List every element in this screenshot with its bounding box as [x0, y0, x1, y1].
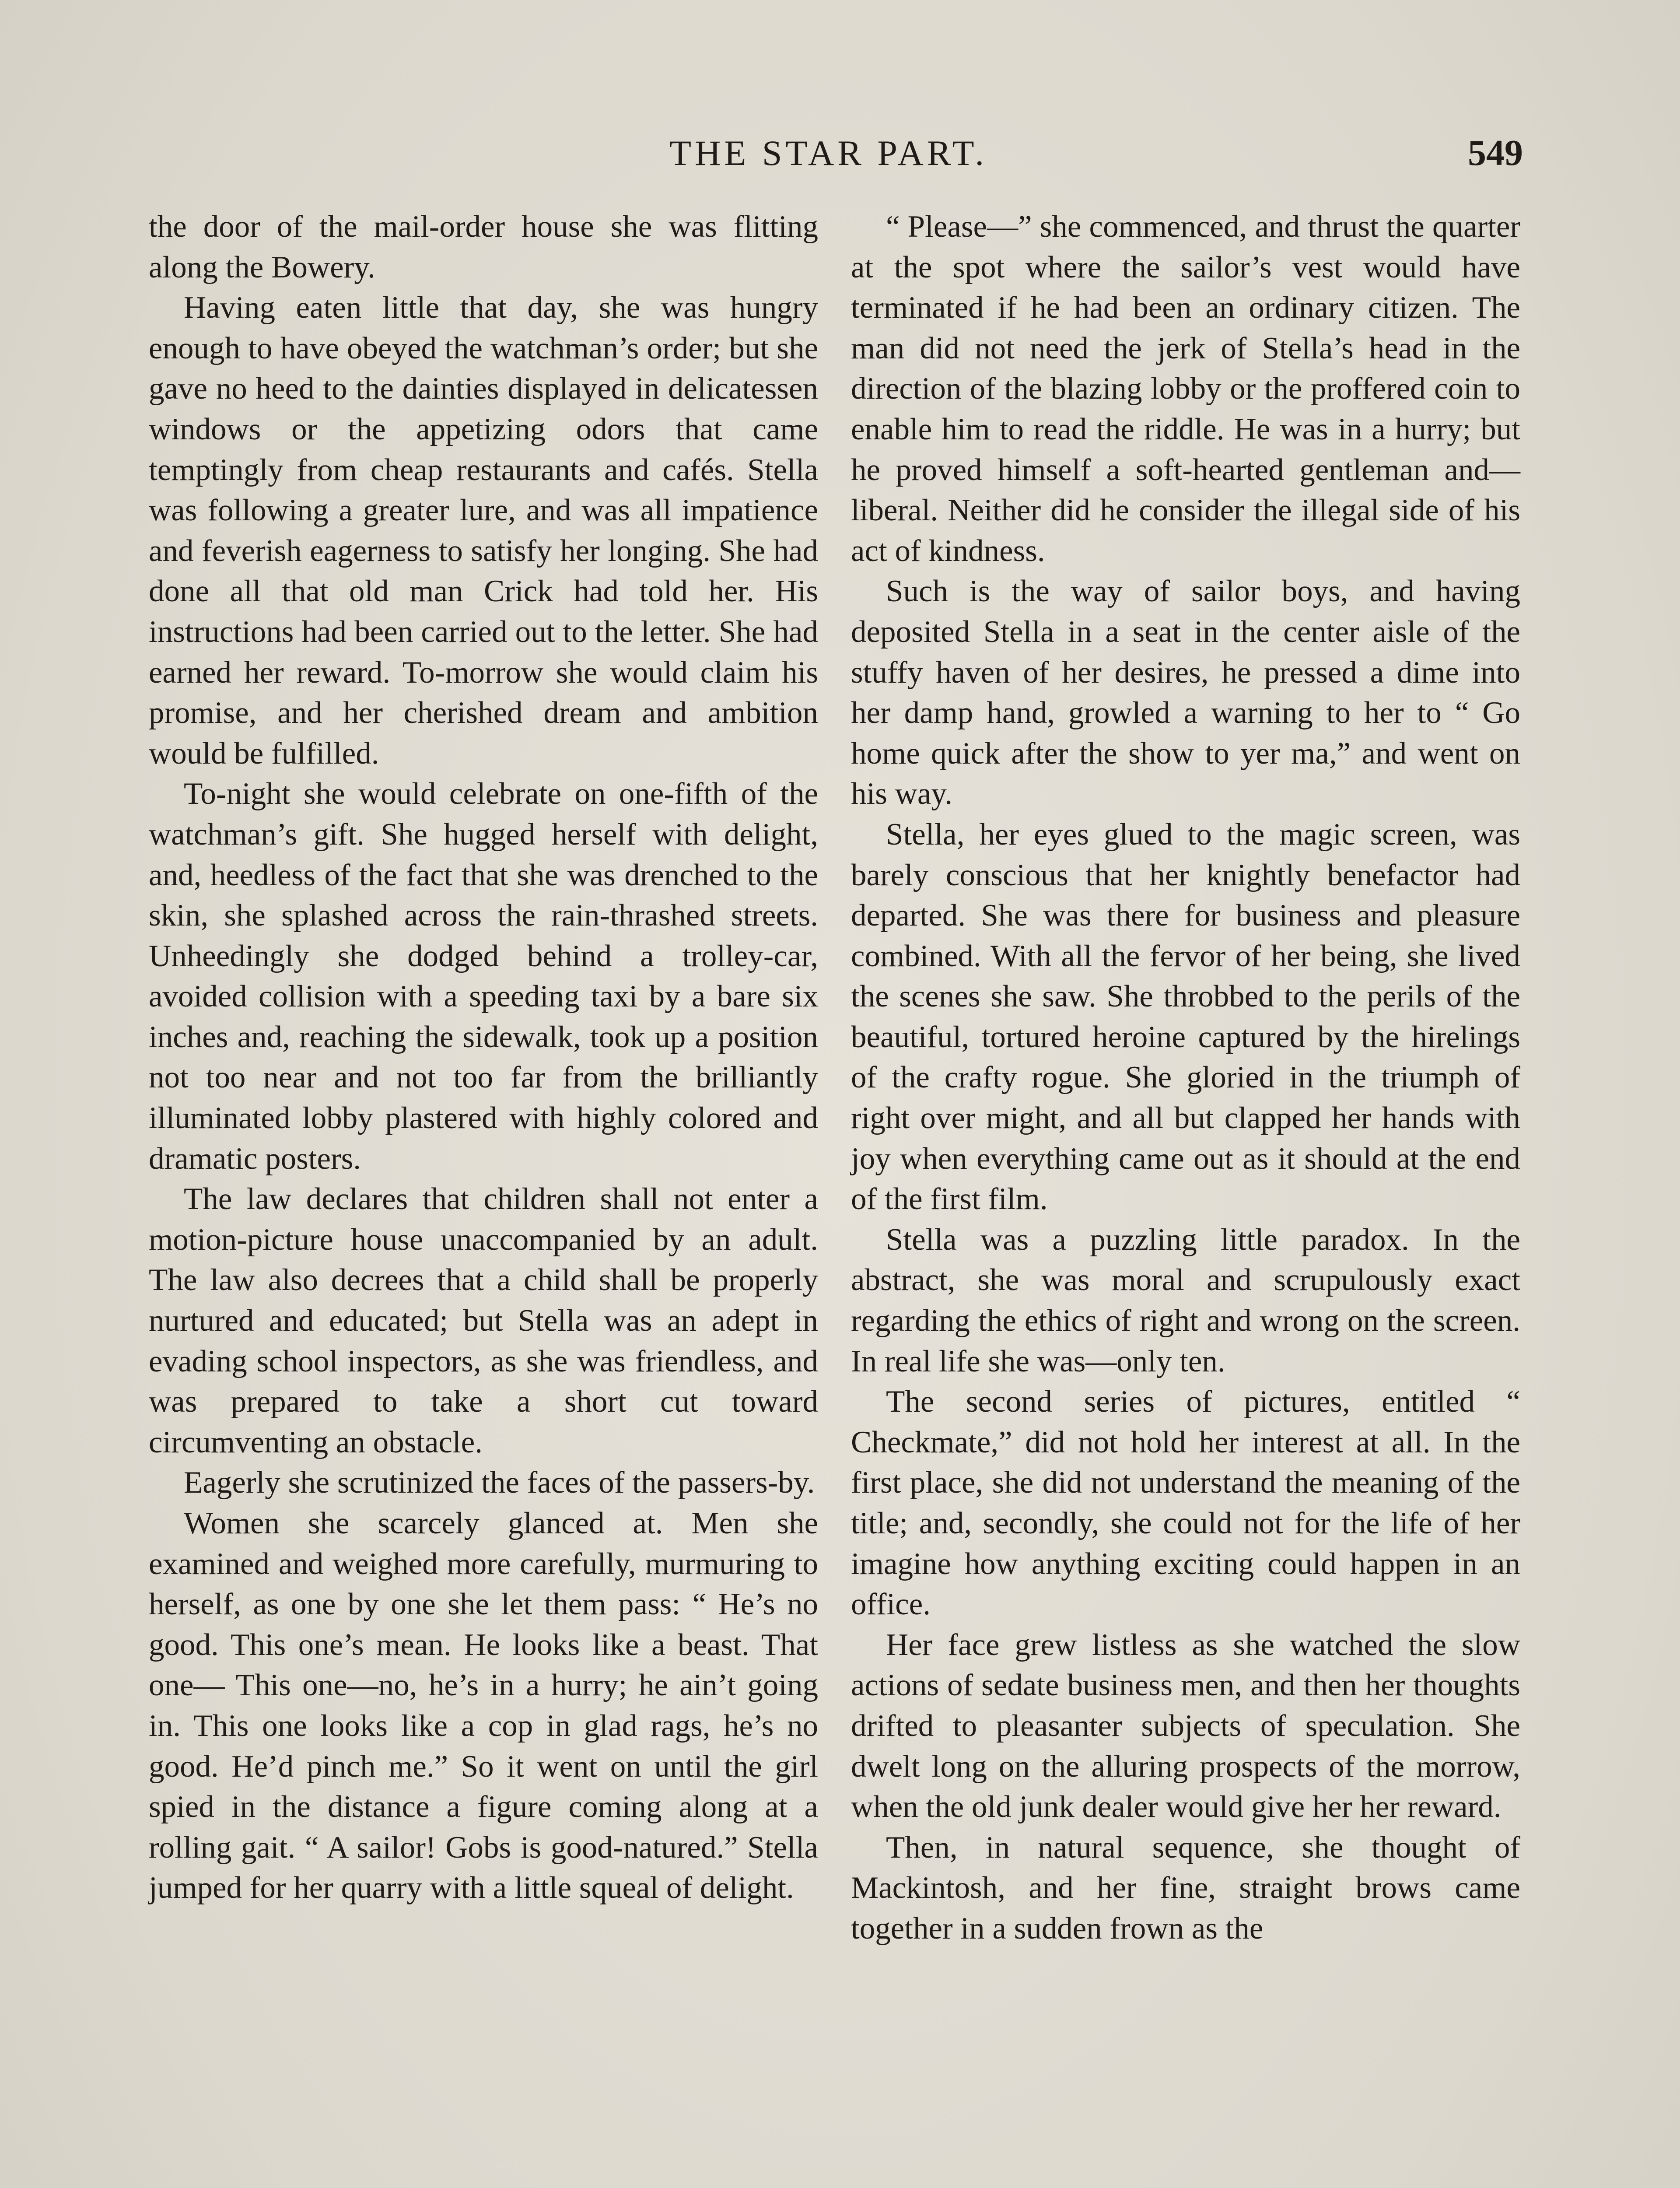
right-column	[851, 207, 1520, 1949]
paragraph: Her face grew listless as she watched the slow actions of sedate business men, and then her thoughts drifted to pleasanter subjects of speculation. She dwelt long on the alluring prospects of the morrow, when the old junk dealer would give her her reward.	[851, 1627, 1520, 1824]
paragraph: Stella, her eyes glued to the magic screen, was barely conscious that her knightly benefactor had departed. She was there for business and pleasure combined. With all the fervor of her being, she lived the scenes she saw. She throbbed to the perils of the beautiful, tortured heroine captured by the hirelings of the crafty rogue. She gloried in the triumph of right over might, and all but clapped her hands with joy when everything came out as it should at the end of the first film.	[851, 817, 1520, 1217]
paragraph: the door of the mail-order house she was flitting along the Bowery.	[149, 210, 818, 284]
paragraph: The second series of pictures, entitled “ Checkmate,” did not hold her interest at all. In the first place, she did not understand the meaning of the title; and, secondly, she could not for the life of her imagine how anything exciting could happen in an office.	[851, 1385, 1520, 1622]
paragraph: Women she scarcely glanced at. Men she examined and weighed more carefully, murmuring to herself, as one by one she let them pass: “ He’s no good. This one’s mean. He looks like a beast. That one— This one—no, he’s in a hurry; he ain’t going in. This one looks like a cop in glad rags, he’s no good. He’d pinch me.” So it went on until the girl spied in the distance a figure coming along at a rolling gait. “ A sailor! Gobs is good-natured.” Stella jumped for her quarry with a little squeal of delight.	[149, 1506, 818, 1905]
running-title: THE STAR PART.	[669, 133, 987, 173]
page-number: 549	[1468, 133, 1523, 173]
paragraph: Such is the way of sailor boys, and having deposited Stella in a seat in the center aisle of the stuffy haven of her desires, he pressed a dime into her damp hand, growled a warning to her to “ Go home quick after the show to yer ma,” and went on his way.	[851, 574, 1520, 811]
running-head	[0, 127, 1680, 179]
paragraph: “ Please—” she commenced, and thrust the quarter at the spot where the sailor’s vest would have terminated if he had been an ordinary citizen. The man did not need the jerk of Stella’s head in the direction of the blazing lobby or the proffered coin to enable him to read the riddle. He was in a hurry; but he proved himself a soft-hearted gentleman and—liberal. Neither did he consider the illegal side of his act of kindness.	[851, 210, 1520, 568]
paragraph: The law declares that children shall not enter a motion-picture house unaccompanied by an adult. The law also decrees that a child shall be properly nurtured and educated; but Stella was an adept in evading school inspectors, as she was friendless, and was prepared to take a short cut toward circumventing an obstacle.	[149, 1182, 818, 1459]
paragraph: Stella was a puzzling little paradox. In the abstract, she was moral and scrupulously exact regarding the ethics of right and wrong on the screen. In real life she was—only ten.	[851, 1222, 1520, 1378]
paragraph: To-night she would celebrate on one-fifth of the watchman’s gift. She hugged herself with delight, and, heedless of the fact that she was drenched to the skin, she splashed across the rain-thrashed streets. Unheedingly she dodged behind a trolley-car, avoided collision with a speeding taxi by a bare six inches and, reaching the sidewalk, took up a position not too near and not too far from the brilliantly illuminated lobby plastered with highly colored and dramatic posters.	[149, 777, 818, 1176]
paragraph: Having eaten little that day, she was hungry enough to have obeyed the watchman’s order; but she gave no heed to the dainties displayed in delicatessen windows or the appetizing odors that came temptingly from cheap restaurants and cafés. Stella was following a greater lure, and was all impatience and feverish eagerness to satisfy her longing. She had done all that old man Crick had told her. His instructions had been carried out to the letter. She had earned her reward. To-morrow she would claim his promise, and her cherished dream and ambition would be fulfilled.	[149, 291, 818, 771]
left-column	[149, 207, 818, 1908]
paragraph: Eagerly she scrutinized the faces of the passers-by.	[184, 1466, 815, 1500]
paragraph: Then, in natural sequence, she thought of Mackintosh, and her fine, straight brows came together in a sudden frown as the	[851, 1830, 1520, 1946]
